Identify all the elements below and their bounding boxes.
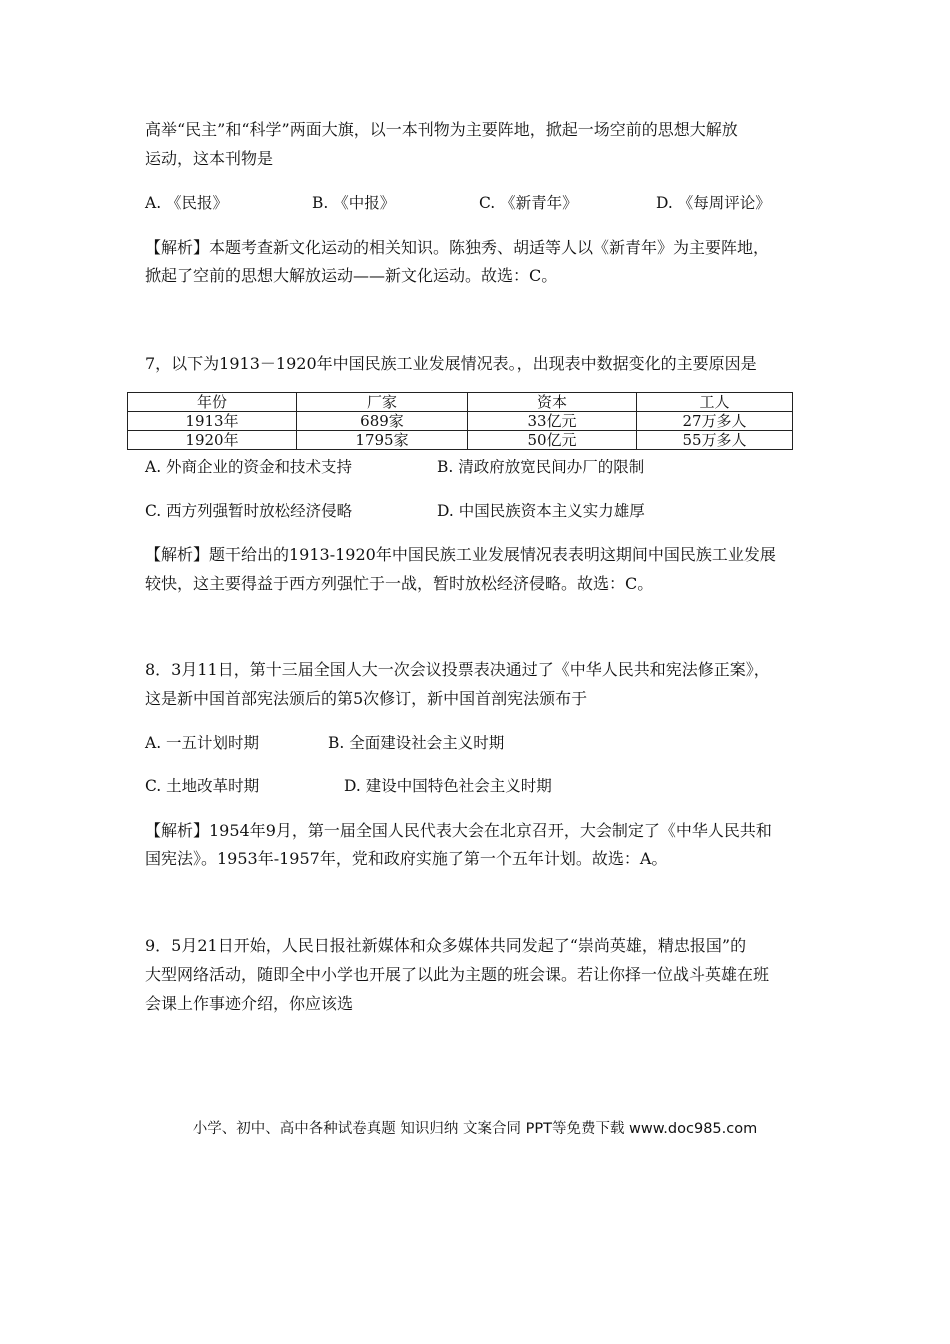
- q6-option-d: D. 《每周评论》: [656, 194, 771, 212]
- q8-option-d: D. 建设中国特色社会主义时期: [344, 777, 552, 795]
- table-cell: 33亿元: [468, 412, 637, 431]
- q6-option-a: A. 《民报》: [145, 194, 229, 212]
- q6-option-c: C. 《新青年》: [479, 194, 578, 212]
- table-cell: 1913年: [128, 412, 297, 431]
- table-row: [128, 431, 793, 450]
- q8-stem-line2: 这是新中国首部宪法颁后的第5次修订，新中国首剖宪法颁布于: [145, 689, 588, 708]
- q7-option-d: D. 中国民族资本主义实力雄厚: [437, 502, 645, 520]
- q7-option-b: B. 清政府放宽民间办厂的限制: [437, 458, 645, 476]
- q8-analysis-line1: 【解析】1954年9月，第一届全国人民代表大会在北京召开，大会制定了《中华人民共和: [145, 821, 772, 840]
- table-header-year: 年份: [128, 393, 297, 412]
- table-cell: 1920年: [128, 431, 297, 450]
- q9-stem-line1: 9．5月21日开始，人民日报社新媒体和众多媒体共同发起了“崇尚英雄，精忠报国”的: [145, 936, 747, 955]
- q7-option-a: A. 外商企业的资金和技术支持: [145, 458, 353, 476]
- table-cell: 55万多人: [637, 431, 793, 450]
- q6-analysis-line2: 掀起了空前的思想大解放运动——新文化运动。故选：C。: [145, 266, 558, 285]
- q6-stem-line2: 运动，这本刊物是: [145, 149, 274, 168]
- q6-stem-line1: 高举“民主”和“科学”两面大旗，以一本刊物为主要阵地，掀起一场空前的思想大解放: [145, 120, 738, 139]
- page-footer: 小学、初中、高中各种试卷真题 知识归纳 文案合同 PPT等免费下载 www.doc985.com: [192, 1121, 758, 1137]
- q7-analysis-line1: 【解析】题干给出的1913-1920年中国民族工业发展情况表表明这期间中国民族工业发展: [145, 545, 776, 564]
- q8-option-a: A. 一五计划时期: [145, 734, 260, 752]
- q8-option-b: B. 全面建设社会主义时期: [328, 734, 505, 752]
- q8-option-c: C. 土地改革时期: [145, 777, 260, 795]
- q7-stem: 7，以下为1913－1920年中国民族工业发展情况表。，出现表中数据变化的主要原因是: [145, 354, 757, 373]
- q8-analysis-line2: 国宪法》。1953年-1957年，党和政府实施了第一个五年计划。故选：A。: [145, 849, 668, 868]
- q7-option-c: C. 西方列强暂时放松经济侵略: [145, 502, 353, 520]
- q8-stem-line1: 8．3月11日，第十三届全国人大一次会议投票表决通过了《中华人民共和宪法修正案》，: [145, 660, 770, 679]
- table-row: [128, 412, 793, 431]
- table-cell: 27万多人: [637, 412, 793, 431]
- table-cell: 50亿元: [468, 431, 637, 450]
- q7-analysis-line2: 较快，这主要得益于西方列强忙于一战，暂时放松经济侵略。故选：C。: [145, 574, 654, 593]
- industry-table: [127, 392, 793, 450]
- table-cell: 1795家: [297, 431, 468, 450]
- table-header-workers: 工人: [637, 393, 793, 412]
- q9-stem-line2: 大型网络活动，随即全中小学也开展了以此为主题的班会课。若让你择一位战斗英雄在班: [145, 965, 770, 984]
- q6-analysis-line1: 【解析】本题考查新文化运动的相关知识。陈独秀、胡适等人以《新青年》为主要阵地，: [145, 238, 770, 257]
- table-cell: 689家: [297, 412, 468, 431]
- table-header-capital: 资本: [468, 393, 637, 412]
- table-header-factories: 厂家: [297, 393, 468, 412]
- q9-stem-line3: 会课上作事迹介绍，你应该选: [145, 994, 354, 1013]
- table-header-row: [128, 393, 793, 412]
- q6-option-b: B. 《中报》: [312, 194, 396, 212]
